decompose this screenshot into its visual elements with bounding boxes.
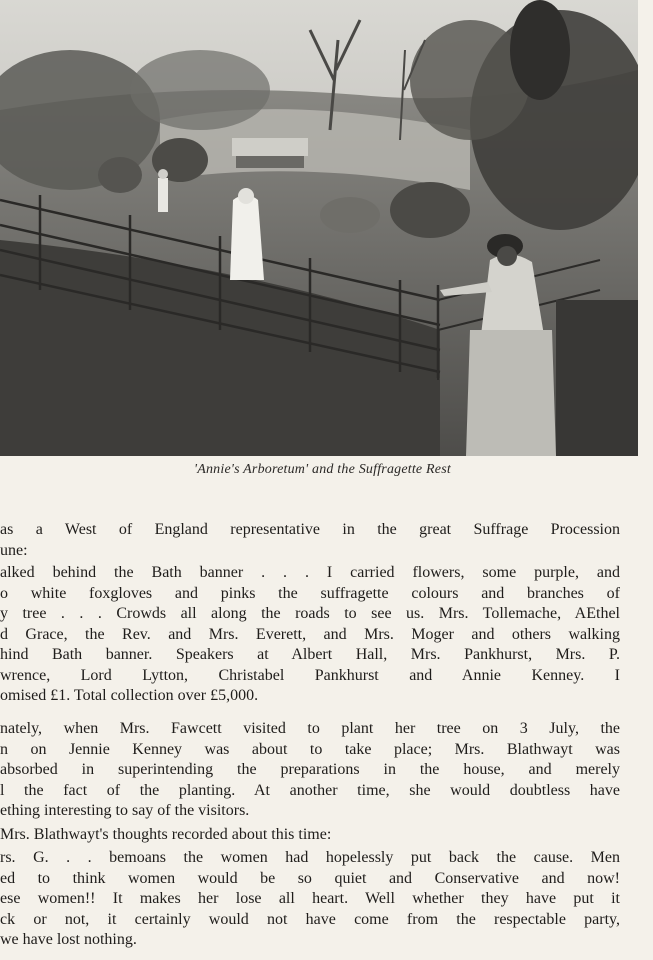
text-line: ething interesting to say of the visitors. — [0, 802, 250, 819]
text-line: ck or not, it certainly would not have come from the respectable party, — [0, 910, 620, 928]
text-line: n on Jennie Kenney was about to take place; Mrs. Blathwayt was — [0, 740, 620, 758]
text-line: hind Bath banner. Speakers at Albert Hall, Mrs. Pankhurst, Mrs. P. — [0, 646, 620, 663]
text-line: une: — [0, 541, 28, 559]
text-line: d Grace, the Rev. and Mrs. Everett, and Mrs. Moger and others walking — [0, 625, 620, 643]
text-line: omised £1. Total collection over £5,000. — [0, 687, 259, 704]
text-line: alked behind the Bath banner . . . I carried flowers, some purple, and — [0, 564, 620, 581]
text-line: l the fact of the planting. At another time, she would doubtless have — [0, 781, 620, 799]
garden-photograph — [0, 0, 638, 456]
text-line: ese women!! It makes her lose all heart. Well whether they have put it — [0, 890, 620, 907]
paragraph-procession — [0, 520, 620, 561]
paragraph-fawcett-visit — [0, 719, 620, 822]
text-line: absorbed in superintending the preparations in the house, and merely — [0, 761, 620, 778]
text-line: o white foxgloves and pinks the suffragette colours and branches of — [0, 584, 620, 602]
text-line: Mrs. Blathwayt's thoughts recorded about this time: — [0, 826, 332, 843]
text-line: as a West of England representative in the great Suffrage Procession — [0, 521, 620, 538]
text-line: nately, when Mrs. Fawcett visited to plant her tree on 3 July, the — [0, 720, 620, 737]
text-line: y tree . . . Crowds all along the roads to see us. Mrs. Tollemache, AEthel — [0, 605, 620, 622]
paragraph-diary-thoughts — [0, 848, 620, 951]
paragraph-diary-procession — [0, 563, 620, 707]
text-line: ed to think women would be so quiet and Conservative and now! — [0, 869, 620, 887]
paragraph-thoughts-intro — [0, 825, 620, 846]
text-line: wrence, Lord Lytton, Christabel Pankhurst and Annie Kenney. I — [0, 666, 620, 684]
text-line: rs. G. . . bemoans the women had hopelessly put back the cause. Men — [0, 849, 620, 866]
text-line: we have lost nothing. — [0, 931, 137, 948]
photo-caption: 'Annie's Arboretum' and the Suffragette Rest — [194, 462, 451, 477]
